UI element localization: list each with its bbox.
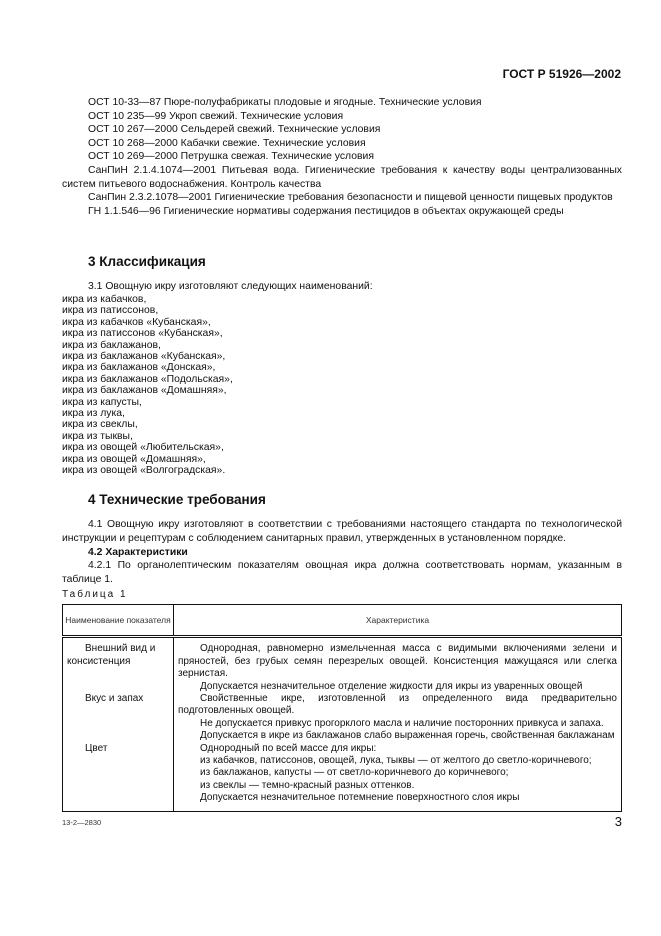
section-heading: 4 Технические требования xyxy=(88,492,266,508)
table-row xyxy=(63,637,622,693)
list-item: икра из баклажанов, xyxy=(62,339,161,351)
list-item: икра из свеклы, xyxy=(62,419,138,431)
list-item: икра из капусты, xyxy=(62,396,142,408)
characteristic-text: из свеклы — темно-красный разных оттенков. xyxy=(200,779,415,791)
page-number: 3 xyxy=(614,813,622,829)
print-code: 13-2—2830 xyxy=(62,817,102,827)
list-item: икра из патиссонов «Кубанская», xyxy=(62,328,223,340)
table-row xyxy=(63,743,622,812)
indicator-name: Внешний вид и консистенция xyxy=(67,643,156,667)
section-heading: 3 Классификация xyxy=(88,254,206,270)
characteristic-text: из баклажанов, капусты — от светло-коричневого до коричневого; xyxy=(200,767,509,779)
characteristic-text: Допускается незначительное потемнение поверхностного слоя икры xyxy=(200,792,520,804)
list-item: икра из лука, xyxy=(62,408,125,419)
subsection-heading: 4.2 Характеристики xyxy=(88,546,188,558)
list-item: икра из баклажанов «Кубанская», xyxy=(62,350,226,362)
characteristic-text: Однородный по всей массе для икры: xyxy=(200,742,377,754)
classification-list xyxy=(62,294,622,477)
section-3 xyxy=(62,254,622,476)
list-item: икра из баклажанов «Домашняя», xyxy=(62,385,227,397)
indicator-name: Вкус и запах xyxy=(85,693,144,705)
reference: ОСТ 10-33—87 Пюре-полуфабрикаты плодовые и ягодные. Технические условия xyxy=(88,97,482,108)
list-item: икра из тыквы, xyxy=(62,430,133,442)
table-row xyxy=(63,693,622,743)
reference: ОСТ 10 235—99 Укроп свежий. Технические условия xyxy=(88,110,344,122)
characteristic-text: Допускается незначительное отделение жидкости для икры из уваренных овощей xyxy=(200,680,583,692)
section-4 xyxy=(62,492,622,586)
characteristic-text: Не допускается привкус прогорклого масла и наличие посторонних привкуса и запаха. xyxy=(200,717,604,729)
list-item: икра из патиссонов, xyxy=(62,305,159,317)
list-item: икра из кабачков, xyxy=(62,293,147,305)
indicator-cell xyxy=(63,743,174,812)
characteristic-text: Однородная, равномерно измельченная масса с видимыми включениями зелени и пряностей, без грубых семян перезрелых овощей. Консистенция мажущаяся или слегка зернистая. xyxy=(178,643,617,680)
list-item: икра из овощей «Волгоградская». xyxy=(62,465,226,477)
reference: СанПиН 2.1.4.1074—2001 Питьевая вода. Гигиенические требования к качеству воды централизованных систем питьевого водоснабжения. Контроль качества xyxy=(62,164,622,190)
page-footer xyxy=(62,814,622,834)
characteristic-text: из кабачков, патиссонов, овощей, лука, тыквы — от желтого до светло-коричневого; xyxy=(200,755,592,767)
reference: СанПин 2.3.2.1078—2001 Гигиенические требования безопасности и пищевой ценности пищевых продуктов xyxy=(88,192,613,204)
reference: ОСТ 10 268—2000 Кабачки свежие. Технические условия xyxy=(88,137,366,149)
indicator-name: Цвет xyxy=(85,742,108,754)
indicator-cell xyxy=(63,637,174,693)
list-item: икра из овощей «Домашняя», xyxy=(62,453,206,465)
standard-header: ГОСТ Р 51926—2002 xyxy=(502,67,621,81)
paragraph: 4.2.1 По органолептическим показателям овощная икра должна соответствовать нормам, указанным в таблице 1. xyxy=(62,560,622,585)
characteristic-cell xyxy=(174,693,622,743)
table-1 xyxy=(62,604,622,811)
references-list xyxy=(62,96,622,218)
paragraph: 4.1 Овощную икру изготовляют в соответствии с требованиями настоящего стандарта по технологической инструкции и рецептурам с соблюдением санитарных правил, утвержденных в установленном порядке. xyxy=(62,519,622,545)
list-item: икра из кабачков «Кубанская», xyxy=(62,316,211,328)
paragraph: 3.1 Овощную икру изготовляют следующих наименований: xyxy=(88,281,373,293)
reference: ОСТ 10 267—2000 Сельдерей свежий. Технические условия xyxy=(88,124,381,136)
characteristic-text: Допускается в икре из баклажанов слабо выраженная горечь, свойственная баклажанам xyxy=(200,730,615,742)
characteristic-cell xyxy=(174,637,622,693)
list-item: икра из баклажанов «Донская», xyxy=(62,362,216,374)
column-header: Наименование показателя xyxy=(63,605,174,637)
reference: ОСТ 10 269—2000 Петрушка свежая. Технические условия xyxy=(88,151,374,163)
list-item: икра из овощей «Любительская», xyxy=(62,442,224,454)
list-item: икра из баклажанов «Подольская», xyxy=(62,373,233,385)
document-body xyxy=(62,0,622,834)
column-header: Характеристика xyxy=(174,605,622,637)
characteristic-text: Свойственные икре, изготовленной из определенного вида предварительно подготовленных овощей. xyxy=(178,693,617,717)
indicator-cell xyxy=(63,693,174,743)
table-caption: Таблица 1 xyxy=(62,589,128,601)
characteristic-cell xyxy=(174,743,622,812)
reference: ГН 1.1.546—96 Гигиенические нормативы содержания пестицидов в объектах окружающей среды xyxy=(88,205,564,217)
